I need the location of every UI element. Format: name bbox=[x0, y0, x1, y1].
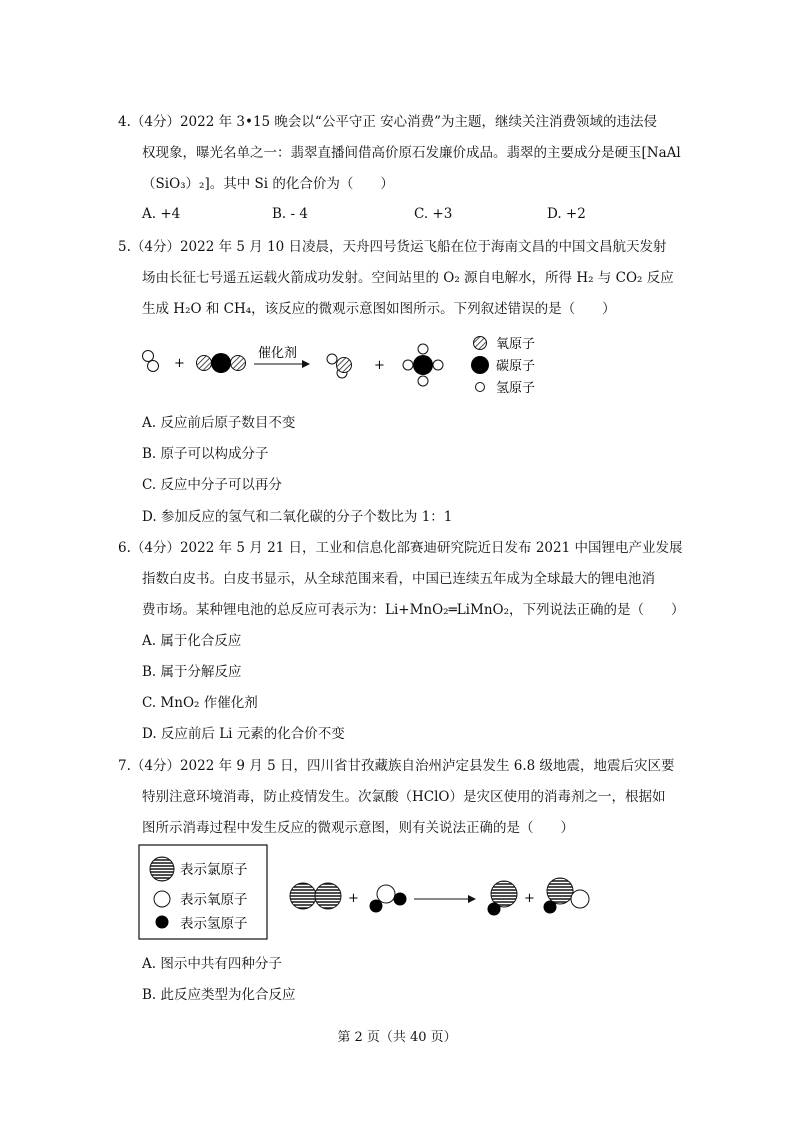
q5-legend bbox=[471, 336, 535, 395]
hydrogen-atom-icon bbox=[476, 383, 485, 392]
q4-line1: 4.（4分）2022 年 3•15 晚会以“公平守正 安心消费”为主题，继续关注消费领域的违法侵 bbox=[118, 114, 658, 130]
q7-legend-oxygen: 表示氧原子 bbox=[180, 892, 248, 907]
q6-option-c[interactable]: C. MnO₂ 作催化剂 bbox=[142, 695, 258, 711]
q6-line3: 费市场。某种锂电池的总反应可表示为：Li+MnO₂═LiMnO₂，下列说法正确的是（ ） bbox=[142, 602, 685, 618]
q5-legend-carbon: 碳原子 bbox=[496, 358, 536, 373]
q4-line3: （SiO₃）₂]。其中 Si 的化合价为（ ） bbox=[142, 176, 394, 192]
hydrogen-molecule-icon bbox=[143, 351, 159, 372]
q5-line2: 场由长征七号遥五运载火箭成功发射。空间站里的 O₂ 源自电解水，所得 H₂ 与 CO₂ 反应 bbox=[142, 270, 674, 286]
q4-option-b[interactable]: B. - 4 bbox=[272, 206, 308, 222]
q5-legend-hydrogen: 氢原子 bbox=[496, 380, 536, 395]
q5-catalyst-label: 催化剂 bbox=[258, 345, 298, 360]
q7-option-b[interactable]: B. 此反应类型为化合反应 bbox=[142, 987, 296, 1003]
q5-legend-oxygen: 氧原子 bbox=[496, 336, 536, 351]
q6-option-d[interactable]: D. 反应前后 Li 元素的化合价不变 bbox=[142, 726, 345, 742]
methane-molecule-icon bbox=[403, 344, 443, 386]
q4-option-a[interactable]: A. +4 bbox=[142, 206, 181, 222]
water-molecule-icon bbox=[327, 354, 352, 378]
q5-option-b[interactable]: B. 原子可以构成分子 bbox=[142, 446, 269, 462]
q5-reaction-diagram bbox=[136, 335, 556, 401]
q5-option-d[interactable]: D. 参加反应的氢气和二氧化碳的分子个数比为 1：1 bbox=[142, 509, 453, 525]
q5-option-a[interactable]: A. 反应前后原子数目不变 bbox=[142, 415, 296, 431]
q7-plus-2: + bbox=[524, 891, 535, 906]
q7-line3: 图所示消毒过程中发生反应的微观示意图，则有关说法正确的是（ ） bbox=[142, 820, 574, 836]
q7-line2: 特别注意环境消毒，防止疫情发生。次氯酸（HClO）是灾区使用的消毒剂之一，根据如 bbox=[142, 789, 666, 805]
oxygen-atom-icon bbox=[154, 891, 170, 907]
q5-option-c[interactable]: C. 反应中分子可以再分 bbox=[142, 477, 282, 493]
q7-option-a[interactable]: A. 图示中共有四种分子 bbox=[142, 956, 282, 972]
q7-legend-chlorine: 表示氯原子 bbox=[180, 862, 248, 877]
arrow-head-icon bbox=[468, 895, 476, 903]
carbon-atom-icon bbox=[471, 356, 489, 374]
q4-line2: 权现象，曝光名单之一：翡翠直播间借高价原石发廉价成品。翡翠的主要成分是硬玉[NaAl bbox=[142, 145, 681, 161]
q7-reaction-diagram bbox=[138, 844, 608, 944]
water-molecule-icon bbox=[370, 885, 407, 913]
chlorine-molecule-icon bbox=[290, 883, 341, 909]
arrow-head-icon bbox=[302, 360, 310, 368]
page-footer: 第 2 页（共 40 页） bbox=[337, 1030, 457, 1045]
q7-legend-hydrogen: 表示氢原子 bbox=[180, 916, 248, 931]
q6-option-b[interactable]: B. 属于分解反应 bbox=[142, 664, 242, 680]
q6-option-a[interactable]: A. 属于化合反应 bbox=[142, 633, 242, 649]
q7-plus-1: + bbox=[348, 891, 359, 906]
q5-line3: 生成 H₂O 和 CH₄，该反应的微观示意图如图所示。下列叙述错误的是（ ） bbox=[142, 301, 616, 317]
hydrogen-atom-icon bbox=[156, 916, 169, 929]
hydrogen-chloride-molecule-icon bbox=[488, 881, 518, 916]
hypochlorous-acid-molecule-icon bbox=[544, 878, 590, 914]
q6-line2: 指数白皮书。白皮书显示，从全球范围来看，中国已连续五年成为全球最大的锂电池消 bbox=[142, 571, 655, 587]
chlorine-atom-icon bbox=[150, 857, 174, 881]
q7-line1: 7.（4分）2022 年 9 月 5 日，四川省甘孜藏族自治州泸定县发生 6.8 级地震，地震后灾区要 bbox=[118, 758, 675, 774]
carbon-dioxide-molecule-icon bbox=[197, 353, 246, 373]
q5-plus-1: + bbox=[174, 356, 185, 371]
q6-line1: 6.（4分）2022 年 5 月 21 日，工业和信息化部赛迪研究院近日发布 2021 中国锂电产业发展 bbox=[118, 540, 683, 556]
q5-line1: 5.（4分）2022 年 5 月 10 日凌晨，天舟四号货运飞船在位于海南文昌的中国文昌航天发射 bbox=[118, 239, 667, 255]
oxygen-atom-icon bbox=[474, 337, 487, 350]
q4-option-c[interactable]: C. +3 bbox=[414, 206, 453, 222]
q5-plus-2: + bbox=[374, 358, 385, 373]
q4-option-d[interactable]: D. +2 bbox=[547, 206, 586, 222]
